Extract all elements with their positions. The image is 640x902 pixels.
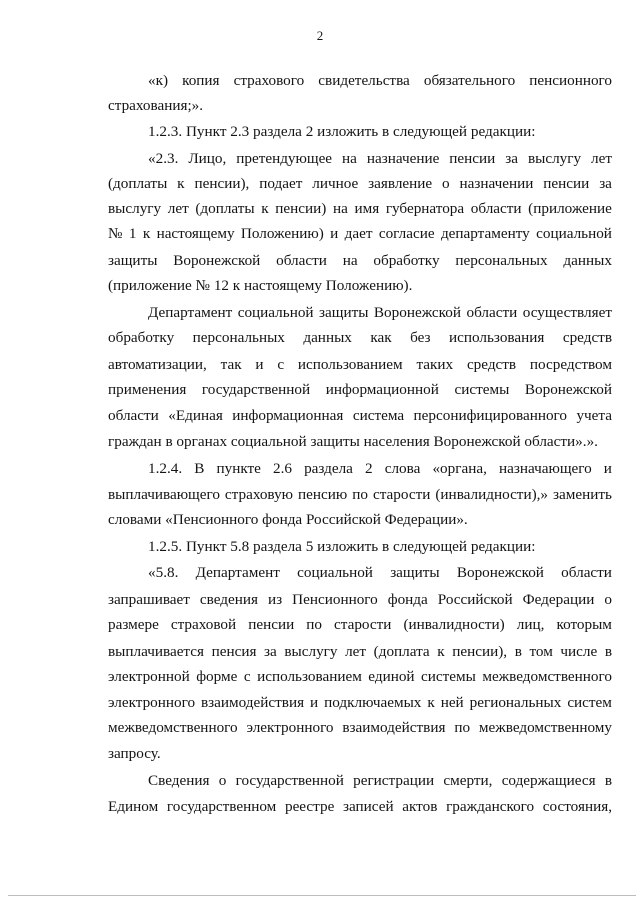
word: форме [196, 668, 238, 685]
word: том [529, 643, 553, 660]
word: к [177, 175, 185, 192]
word: выплачивается [108, 643, 204, 660]
word: (инвалидности) [403, 616, 505, 633]
word: № [108, 225, 123, 242]
text-line [148, 771, 612, 791]
word: пункте [216, 460, 261, 477]
word: данных [563, 252, 612, 269]
word: использованием [297, 356, 403, 373]
word: на [342, 252, 358, 269]
word: области [561, 564, 612, 581]
word: защиты [108, 252, 158, 269]
text-line: (приложение № 12 к настоящему Положению). [108, 277, 413, 294]
word: система [352, 407, 405, 424]
word: к [261, 200, 269, 217]
word: за [264, 643, 277, 660]
word: к [142, 225, 151, 242]
text-line [108, 406, 612, 426]
word: Воронежской [373, 304, 461, 321]
word: размере [108, 616, 159, 633]
word: Воронежской [524, 381, 612, 398]
word: и [255, 356, 264, 373]
word: в [604, 772, 612, 789]
word: по [454, 719, 471, 736]
word: лиц, [516, 616, 545, 633]
word: автоматизации, [108, 356, 207, 373]
word: состояния, [542, 798, 612, 815]
text-line [108, 174, 612, 194]
word: осуществляет [522, 304, 612, 321]
text-line [108, 355, 612, 375]
word: пенсии [543, 175, 590, 192]
word: Положению) [240, 225, 324, 242]
text-line [108, 615, 612, 635]
word: области [276, 252, 327, 269]
word: области [108, 407, 159, 424]
word: электронной [108, 668, 190, 685]
word: взаимодействия [342, 719, 446, 736]
word: использования [449, 329, 545, 346]
text-line: граждан в органах социальной защиты населения Воронежской области».». [108, 433, 598, 450]
word: на [332, 200, 348, 217]
word: Лицо, [188, 150, 227, 167]
word: и [330, 225, 339, 242]
word: пенсии), [452, 643, 508, 660]
word: раздела [304, 460, 353, 477]
text-line [108, 797, 612, 817]
word: применения [108, 381, 187, 398]
word: и [603, 460, 612, 477]
word: департаменту [440, 225, 530, 242]
text-line [108, 590, 612, 610]
word: гражданского [446, 798, 535, 815]
text-line: страхования;». [108, 97, 204, 114]
word: Департамент [195, 564, 280, 581]
word: таких [416, 356, 454, 373]
word: из [268, 591, 283, 608]
word: государственном [166, 798, 277, 815]
word: выслугу [108, 200, 162, 217]
word: реестре [284, 798, 335, 815]
text-line [108, 224, 612, 244]
word: социальной [237, 304, 314, 321]
word: за [599, 175, 612, 192]
word: межведомственного [482, 668, 612, 685]
word: (доплаты [195, 200, 255, 217]
word: выслугу [527, 150, 582, 167]
word: «органа, [432, 460, 487, 477]
word: обязательного [423, 72, 516, 89]
word: страхового [233, 72, 305, 89]
word: Сведения [148, 772, 210, 789]
text-line [108, 718, 612, 738]
word: содержащиеся [501, 772, 596, 789]
text-line [108, 199, 612, 219]
text-line [108, 693, 612, 713]
text-line: 1.2.5. Пункт 5.8 раздела 5 изложить в следующей редакции: [148, 538, 536, 555]
word: запрашивает [108, 591, 190, 608]
word: подает [259, 175, 303, 192]
word: лет [345, 643, 367, 660]
word: электронного [246, 719, 334, 736]
word: межведомственного [108, 719, 238, 736]
word: имя [354, 200, 380, 217]
word: системы [454, 381, 510, 398]
word: о [604, 591, 612, 608]
word: информационной [325, 381, 439, 398]
word: систем [567, 694, 612, 711]
word: информационная [232, 407, 344, 424]
word: без [410, 329, 431, 346]
text-line [108, 485, 612, 505]
word: Воронежской [456, 564, 544, 581]
word: так [220, 356, 242, 373]
word: лет [167, 200, 189, 217]
word: пенсия [211, 643, 257, 660]
word: которым [556, 616, 612, 633]
text-line: словами «Пенсионного фонда Российской Федерации». [108, 511, 468, 528]
word: пенсию [298, 486, 348, 503]
word: (доплата [373, 643, 430, 660]
word: назначении [459, 175, 534, 192]
word: о [442, 175, 450, 192]
word: персональных [192, 329, 285, 346]
word: заявление [368, 175, 433, 192]
word: за [505, 150, 518, 167]
word: слова [384, 460, 421, 477]
word: по [352, 486, 368, 503]
word: свидетельства [318, 72, 410, 89]
word: учета [576, 407, 612, 424]
word: «Единая [168, 407, 223, 424]
word: губернатора [385, 200, 465, 217]
word: настоящему [156, 225, 235, 242]
word: в [514, 643, 522, 660]
word: «2.3. [148, 150, 179, 167]
text-line [108, 328, 612, 348]
word: электронного [108, 694, 196, 711]
word: (доплаты [108, 175, 168, 192]
word: согласие [378, 225, 435, 242]
word: к [437, 643, 445, 660]
text-line [148, 563, 612, 583]
word: сведения [199, 591, 258, 608]
text-line [108, 667, 612, 687]
word: межведомственному [478, 719, 612, 736]
word: лет [591, 150, 612, 167]
word: Воронежской [173, 252, 261, 269]
word: В [194, 460, 205, 477]
word: (приложение [528, 200, 612, 217]
word: 1 [128, 225, 137, 242]
page-number: 2 [316, 28, 324, 43]
word: пенсии [248, 616, 295, 633]
word: Российской [437, 591, 513, 608]
word: о [218, 772, 227, 789]
word: пенсии), [194, 175, 250, 192]
word: старости [372, 486, 431, 503]
word: взаимодействия [201, 694, 305, 711]
word: дает [344, 225, 373, 242]
word: данных [303, 329, 352, 346]
word: социальной [297, 564, 373, 581]
text-line: 1.2.3. Пункт 2.3 раздела 2 изложить в следующей редакции: [148, 123, 536, 140]
word: Едином [108, 798, 159, 815]
word: средств [466, 356, 517, 373]
word: выплачивающего [108, 486, 220, 503]
word: на [342, 150, 357, 167]
word: к [427, 694, 435, 711]
word: старости [334, 616, 392, 633]
word: защиты [319, 304, 369, 321]
word: «к) [148, 72, 169, 89]
word: области [470, 200, 522, 217]
word: с [243, 668, 251, 685]
word: персонифицированного [413, 407, 567, 424]
word: региональных [469, 694, 562, 711]
word: как [370, 329, 392, 346]
word: области [466, 304, 518, 321]
word: государственной [201, 381, 311, 398]
text-line [148, 459, 612, 479]
word: пенсии) [275, 200, 327, 217]
word: использованием [257, 668, 362, 685]
word: страховой [170, 616, 237, 633]
word: пенсионного [529, 72, 612, 89]
text-line [108, 642, 612, 662]
word: обработку [108, 329, 175, 346]
word: назначающего [498, 460, 592, 477]
word: подключаемых [324, 694, 422, 711]
text-line [148, 303, 612, 323]
word: защиты [390, 564, 440, 581]
word: смерти, [443, 772, 493, 789]
word: страховую [224, 486, 294, 503]
word: Департамент [148, 304, 233, 321]
word: с [277, 356, 285, 373]
word: по [306, 616, 322, 633]
text-line [108, 380, 612, 400]
word: Пенсионного [292, 591, 378, 608]
text-line [148, 71, 612, 91]
word: ней [440, 694, 464, 711]
word: фонда [387, 591, 428, 608]
word: в [604, 643, 612, 660]
word: обработку [373, 252, 440, 269]
word: социальной [536, 225, 612, 242]
word: назначение [366, 150, 440, 167]
text-line [148, 149, 612, 169]
word: пенсии [449, 150, 496, 167]
bottom-divider [8, 895, 636, 896]
word: посредством [529, 356, 612, 373]
word: Федерации [522, 591, 595, 608]
word: выслугу [284, 643, 338, 660]
word: системы [421, 668, 476, 685]
word: и [310, 694, 319, 711]
word: средств [562, 329, 612, 346]
word: государственной [235, 772, 344, 789]
word: 2.6 [273, 460, 292, 477]
word: «5.8. [148, 564, 179, 581]
word: регистрации [353, 772, 435, 789]
word: (инвалидности),» [435, 486, 549, 503]
word: единой [368, 668, 415, 685]
word: претендующее [236, 150, 333, 167]
word: числе [560, 643, 598, 660]
text-line [108, 251, 612, 271]
word: актов [402, 798, 438, 815]
word: заменить [553, 486, 612, 503]
word: 1.2.4. [148, 460, 183, 477]
word: записей [343, 798, 394, 815]
word: личное [312, 175, 359, 192]
text-line: запросу. [108, 745, 161, 762]
word: 2 [365, 460, 373, 477]
word: копия [182, 72, 220, 89]
word: персональных [455, 252, 548, 269]
